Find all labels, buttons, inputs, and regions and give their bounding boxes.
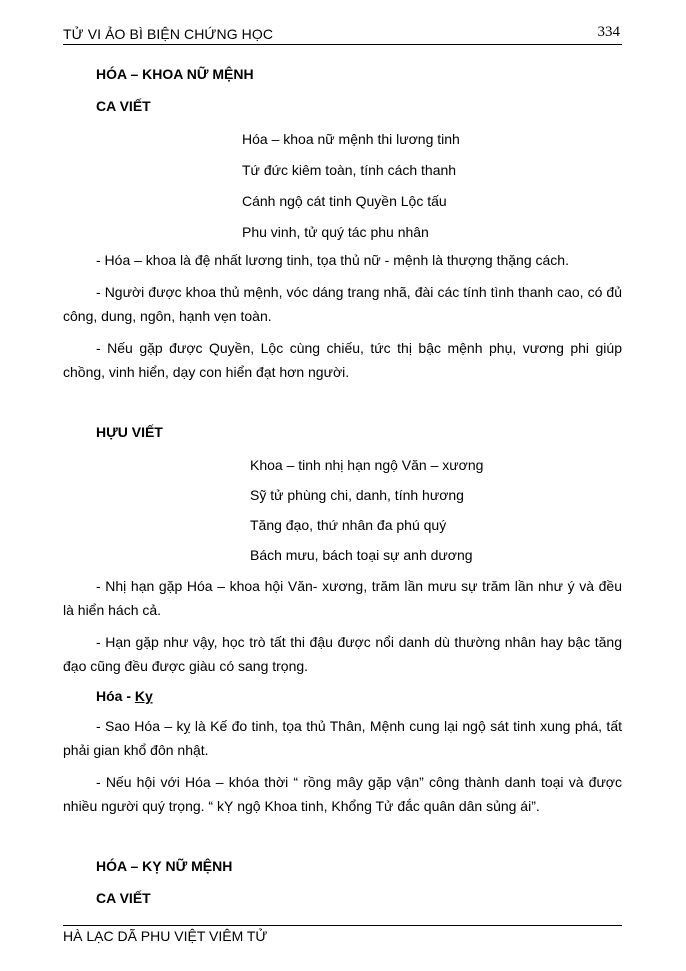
section-heading: HỰU VIẾT (96, 424, 163, 440)
section-subheading: CA VIẾT (96, 98, 151, 114)
verse-line: Cánh ngộ cát tinh Quyền Lộc tấu (242, 193, 447, 209)
section-heading: HÓA – KỴ NỮ MỆNH (96, 858, 233, 874)
verse-block (250, 450, 622, 570)
paragraph: - Sao Hóa – kỵ là Kế đo tinh, tọa thủ Thân, Mệnh cung lại ngộ sát tinh xung phá, tất phải gian khổ đôn nhật. (63, 718, 622, 758)
verse-line: Hóa – khoa nữ mệnh thi lương tinh (242, 131, 460, 147)
paragraph: - Hóa – khoa là đệ nhất lương tinh, tọa thủ nữ - mệnh là thượng thặng cách. (96, 252, 569, 268)
paragraph: - Nhị hạn gặp Hóa – khoa hội Văn- xương, trăm lần mưu sự trăm lần như ý và đều là hiển hách cả. (63, 578, 622, 618)
verse-line: Bách mưu, bách toại sự anh dương (250, 547, 473, 563)
page-footer: HÀ LẠC DÃ PHU VIỆT VIÊM TỬ (63, 925, 622, 944)
paragraph: - Hạn gặp như vậy, học trò tất thi đậu được nổi danh dù thường nhân hay bậc tăng đạo cũng đều được giàu có sang trọng. (63, 634, 622, 674)
heading-prefix: Hóa - (96, 688, 135, 704)
verse-line: Tứ đức kiêm toàn, tính cách thanh (242, 162, 457, 178)
heading-underlined: Kỵ (134, 688, 153, 704)
book-title: TỬ VI ẢO BÌ BIỆN CHỨNG HỌC (63, 26, 274, 42)
section-heading: HÓA – KHOA NỮ MỆNH (96, 66, 254, 82)
page-number: 334 (597, 24, 620, 40)
section-heading (96, 684, 622, 708)
paragraph: - Nếu hội với Hóa – khóa thời “ rồng mây gặp vận” công thành danh toại và được nhiều người quý trọng. “ kỴ ngộ Khoa tinh, Khổng Tử đắc quân dân sủng ái”. (63, 774, 622, 814)
verse-line: Tăng đạo, thứ nhân đa phú quý (250, 517, 447, 533)
verse-line: Sỹ tử phùng chi, danh, tính hương (250, 487, 464, 503)
verse-line: Khoa – tinh nhị hạn ngộ Văn – xương (250, 457, 484, 473)
paragraph: - Người được khoa thủ mệnh, vóc dáng trang nhã, đài các tính tình thanh cao, có đủ công, dung, ngôn, hạnh vẹn toàn. (63, 284, 622, 324)
paragraph: - Nếu gặp được Quyền, Lộc cùng chiếu, tức thị bậc mệnh phụ, vương phi giúp chồng, vinh hiển, dạy con hiển đạt hơn người. (63, 340, 622, 380)
page-header (63, 22, 622, 45)
section-subheading: CA VIẾT (96, 890, 151, 906)
verse-line: Phu vinh, tử quý tác phu nhân (242, 224, 429, 240)
page-content (63, 62, 622, 910)
verse-block (242, 124, 622, 248)
